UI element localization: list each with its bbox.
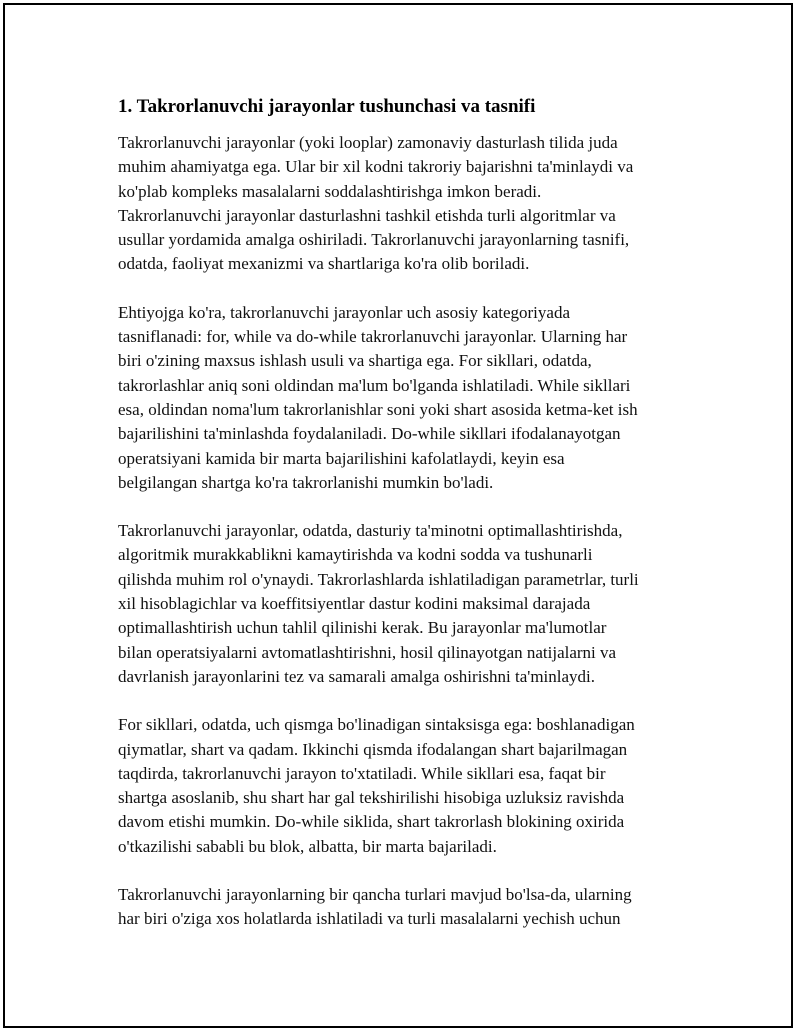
text-line: davom etishi mumkin. Do-while siklida, shart takrorlash blokining oxirida [118, 812, 625, 832]
paragraph-4 [118, 713, 678, 859]
paragraph-2 [118, 301, 678, 495]
text-line: operatsiyani kamida bir marta bajarilishini kafolatlaydi, keyin esa [118, 448, 565, 468]
text-line: Takrorlanuvchi jarayonlar dasturlashni tashkil etishda turli algoritmlar va [118, 205, 616, 225]
text-line: For sikllari, odatda, uch qismga bo'linadigan sintaksisga ega: boshlanadigan [118, 715, 635, 735]
document-body [118, 93, 678, 956]
paragraph-5 [118, 883, 678, 932]
text-line: esa, oldindan noma'lum takrorlanishlar soni yoki shart asosida ketma-ket ish [118, 399, 638, 419]
text-line: shartga asoslanib, shu shart har gal tekshirilishi hisobiga uzluksiz ravishda [118, 788, 625, 808]
text-line: biri o'zining maxsus ishlash usuli va shartiga ega. For sikllari, odatda, [118, 351, 592, 371]
text-line: xil hisoblagichlar va koeffitsiyentlar dastur kodini maksimal darajada [118, 594, 591, 614]
section-heading: 1. Takrorlanuvchi jarayonlar tushunchasi va tasnifi [118, 96, 536, 117]
text-line: tasniflanadi: for, while va do-while takrorlanuvchi jarayonlar. Ularning har [118, 327, 628, 347]
text-line: Takrorlanuvchi jarayonlar (yoki looplar) zamonaviy dasturlash tilida juda [118, 133, 618, 152]
paragraph-1 [118, 131, 678, 277]
text-line: ko'plab kompleks masalalarni soddalashtirishga imkon beradi. [118, 181, 542, 201]
text-line: har biri o'ziga xos holatlarda ishlatiladi va turli masalalarni yechish uchun [118, 909, 621, 929]
text-line: optimallashtirish uchun tahlil qilinishi kerak. Bu jarayonlar ma'lumotlar [118, 618, 607, 638]
text-line: qilishda muhim rol o'ynaydi. Takrorlashlarda ishlatiladigan parametrlar, turli [118, 569, 639, 589]
text-line: bajarilishini ta'minlashda foydalaniladi. Do-while sikllari ifodalanayotgan [118, 424, 621, 444]
text-line: muhim ahamiyatga ega. Ular bir xil kodni takroriy bajarishni ta'minlaydi va [118, 157, 634, 177]
text-line: taqdirda, takrorlanuvchi jarayon to'xtatiladi. While sikllari esa, faqat bir [118, 763, 606, 783]
text-line: o'tkazilishi sababli bu blok, albatta, bir marta bajariladi. [118, 836, 497, 856]
text-line: Takrorlanuvchi jarayonlar, odatda, dasturiy ta'minotni optimallashtirishda, [118, 521, 623, 541]
text-line: usullar yordamida amalga oshiriladi. Takrorlanuvchi jarayonlarning tasnifi, [118, 230, 630, 250]
text-line: odatda, faoliyat mexanizmi va shartlariga ko'ra olib boriladi. [118, 254, 530, 274]
text-line: algoritmik murakkablikni kamaytirishda va kodni sodda va tushunarli [118, 545, 593, 565]
text-line: belgilangan shartga ko'ra takrorlanishi mumkin bo'ladi. [118, 472, 494, 492]
text-line: Ehtiyojga ko'ra, takrorlanuvchi jarayonlar uch asosiy kategoriyada [118, 302, 570, 322]
text-line: qiymatlar, shart va qadam. Ikkinchi qismda ifodalangan shart bajarilmagan [118, 739, 628, 759]
text-line: takrorlashlar aniq soni oldindan ma'lum bo'lganda ishlatiladi. While sikllari [118, 375, 631, 395]
paragraph-3 [118, 519, 678, 689]
text-line: davrlanish jarayonlarini tez va samarali amalga oshirishni ta'minlaydi. [118, 666, 596, 686]
text-line: Takrorlanuvchi jarayonlarning bir qancha turlari mavjud bo'lsa-da, ularning [118, 885, 632, 905]
text-line: bilan operatsiyalarni avtomatlashtirishni, hosil qilinayotgan natijalarni va [118, 642, 617, 662]
